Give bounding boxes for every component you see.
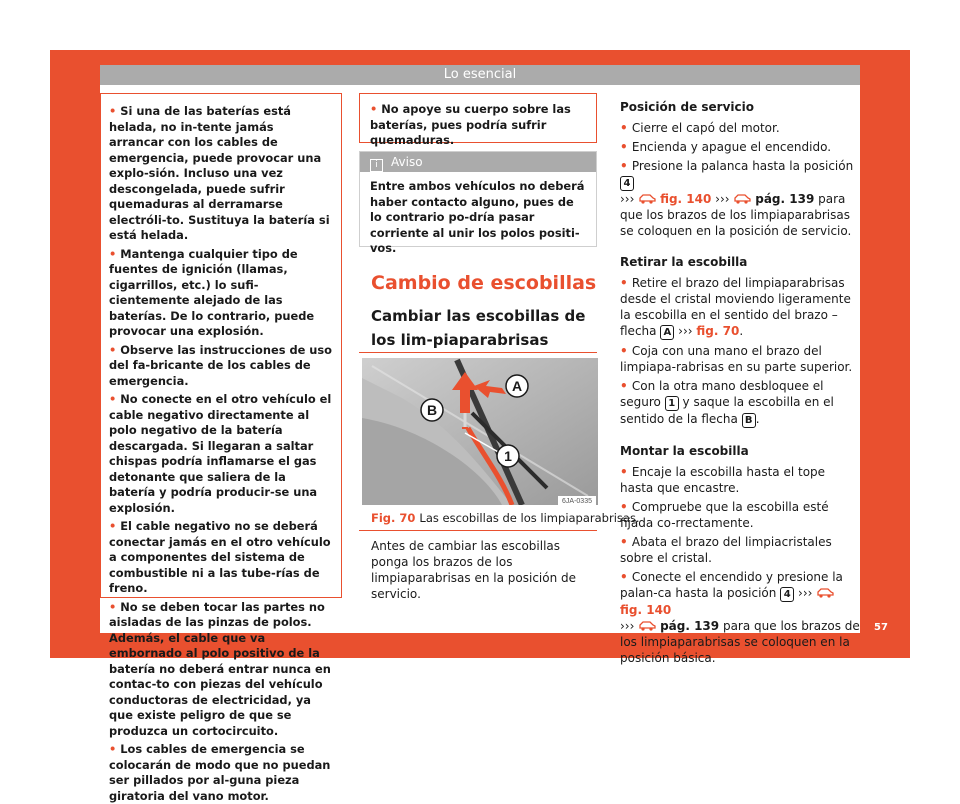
bullet-icon: • bbox=[620, 465, 632, 479]
step-item: • Presione la palanca hasta la posición 4 ››› fig. 140 ››› pág. 139 para que los brazos de los limpiaparabrisas se coloquen en la posición de servicio. bbox=[620, 159, 854, 238]
wiper-figure bbox=[362, 358, 598, 505]
note-header bbox=[360, 152, 596, 172]
label-a: A bbox=[511, 378, 523, 394]
bullet-icon: • bbox=[620, 121, 632, 135]
car-icon bbox=[638, 193, 656, 204]
warning-item: • Observe las instrucciones de uso del fa-bricante de los cables de emergencia. bbox=[109, 342, 333, 388]
bullet-icon: • bbox=[109, 246, 121, 261]
bullet-icon: • bbox=[620, 276, 632, 290]
position-tag: 4 bbox=[620, 176, 634, 191]
warning-item: • Los cables de emergencia se colocarán de modo que no puedan ser pillados por al-guna pieza giratoria del vano motor. bbox=[109, 742, 331, 803]
fig-70-link[interactable]: fig. 70 bbox=[696, 324, 740, 338]
fig-140-link[interactable]: fig. 140 bbox=[660, 192, 712, 206]
info-icon: i bbox=[370, 159, 383, 172]
section-title: Cambio de escobillas bbox=[371, 272, 597, 294]
figure-number: Fig. 70 bbox=[371, 511, 416, 525]
warning-item: • Mantenga cualquier tipo de fuentes de ignición (llamas, cigarrillos, etc.) lo sufi-cientemente alejado de las baterías. De lo contrario, puede provocar una explosión. bbox=[109, 246, 315, 338]
warning-item: • Si una de las baterías está helada, no in-tente jamás arrancar con los cables de emergencia, puede provocar una explo-sión. Incluso una vez descongelada, puede sufrir quemaduras al derramarse electróli-to. Sustituya la batería si está helada. bbox=[109, 104, 330, 242]
section-subtitle: Cambiar las escobillas de los lim-piaparabrisas bbox=[371, 307, 586, 349]
car-icon bbox=[733, 193, 751, 204]
bullet-icon: • bbox=[109, 104, 121, 118]
divider bbox=[359, 530, 597, 531]
instructions-column bbox=[620, 99, 860, 669]
bullet-icon: • bbox=[109, 342, 121, 357]
note-text: Entre ambos vehículos no deberá haber contacto alguno, pues de lo contrario po-dría pasar corriente al unir los polos positi-vos. bbox=[370, 179, 585, 255]
bullet-icon: • bbox=[620, 500, 632, 514]
remove-heading: Retirar la escobilla bbox=[620, 255, 748, 269]
page-number: 57 bbox=[874, 622, 888, 633]
arrow-a-tag: A bbox=[660, 325, 674, 340]
car-icon bbox=[638, 620, 656, 631]
burn-warning-box bbox=[359, 93, 597, 147]
step-item: • Abata el brazo del limpiacristales sobre el cristal. bbox=[620, 535, 832, 565]
bullet-icon: • bbox=[370, 102, 382, 116]
mount-heading: Montar la escobilla bbox=[620, 444, 749, 458]
bullet-icon: • bbox=[109, 392, 121, 406]
bullet-icon: • bbox=[109, 519, 121, 533]
car-icon bbox=[816, 587, 834, 598]
bullet-icon: • bbox=[620, 344, 632, 358]
step-item: • Retire el brazo del limpiaparabrisas desde el cristal moviendo ligeramente la escobilla en el sentido del brazo – flecha A ››› fig. 70. bbox=[620, 276, 851, 338]
note-box bbox=[359, 151, 597, 255]
safety-warning-box bbox=[100, 93, 342, 803]
label-1: 1 bbox=[504, 448, 512, 464]
intro-text: Antes de cambiar las escobillas ponga los brazos de los limpiaparabrisas en la posición de servicio. bbox=[371, 539, 577, 601]
bullet-icon: • bbox=[620, 140, 632, 154]
step-item: • Con la otra mano desbloquee el seguro 1 y saque la escobilla en el sentido de la flecha B . bbox=[620, 379, 834, 426]
step-item: • Cierre el capó del motor. bbox=[620, 121, 780, 135]
burn-warning-text: No apoye su cuerpo sobre las baterías, pues podría sufrir quemaduras. bbox=[370, 102, 571, 147]
page-ref[interactable]: pág. 139 bbox=[755, 192, 815, 206]
step-item: • Encaje la escobilla hasta el tope hasta que encastre. bbox=[620, 465, 826, 495]
divider bbox=[359, 352, 597, 353]
figure-caption bbox=[371, 511, 640, 525]
warning-item: • No conecte en el otro vehículo el cable negativo directamente al polo negativo de la batería descargada. Si llegaran a saltar chispas podría inflamarse el gas detonante que saliera de la batería y podría producir-se una explosión. bbox=[109, 392, 332, 515]
arrow-b-tag: B bbox=[742, 413, 756, 428]
section-header: Lo esencial bbox=[100, 65, 860, 85]
label-b: B bbox=[426, 402, 438, 418]
bullet-icon: • bbox=[620, 535, 632, 549]
step-item: • Coja con una mano el brazo del limpiapa-rabrisas en su parte superior. bbox=[620, 344, 853, 374]
figure-caption-text: Las escobillas de los limpiaparabrisas. bbox=[419, 511, 640, 525]
step-item: • Conecte el encendido y presione la palan-ca hasta la posición 4 ››› fig. 140 ››› pág. 139 para que los brazos de los limpiaparabrisas se coloquen en la posición básica. bbox=[620, 570, 860, 665]
note-title: Aviso bbox=[391, 155, 423, 169]
warning-item: • El cable negativo no se deberá conectar jamás en el otro vehículo a componentes del sistema de combustible ni a las tube-rías de freno. bbox=[109, 519, 331, 595]
step-item: • Compruebe que la escobilla esté fijada co-rrectamente. bbox=[620, 500, 829, 530]
position-tag: 4 bbox=[780, 587, 794, 602]
step-item: • Encienda y apague el encendido. bbox=[620, 140, 832, 154]
lock-1-tag: 1 bbox=[665, 396, 679, 411]
figure-code: 6JA-0335 bbox=[562, 498, 592, 505]
bullet-icon: • bbox=[620, 379, 632, 393]
bullet-icon: • bbox=[620, 570, 632, 584]
service-heading: Posición de servicio bbox=[620, 100, 754, 114]
warning-item: • No se deben tocar las partes no aisladas de las pinzas de polos. Además, el cable que va embornado al polo positivo de la batería no deberá entrar nunca en contac-to con piezas del vehículo conductoras de electricidad, ya que existe peligro de que se produzca un cortocircuito. bbox=[109, 599, 331, 738]
wiper-illustration bbox=[362, 358, 598, 505]
page-ref[interactable]: pág. 139 bbox=[660, 619, 720, 633]
bullet-icon: • bbox=[620, 159, 632, 173]
fig-140-link[interactable]: fig. 140 bbox=[620, 603, 672, 617]
bullet-icon: • bbox=[109, 742, 121, 756]
bullet-icon: • bbox=[109, 599, 121, 614]
